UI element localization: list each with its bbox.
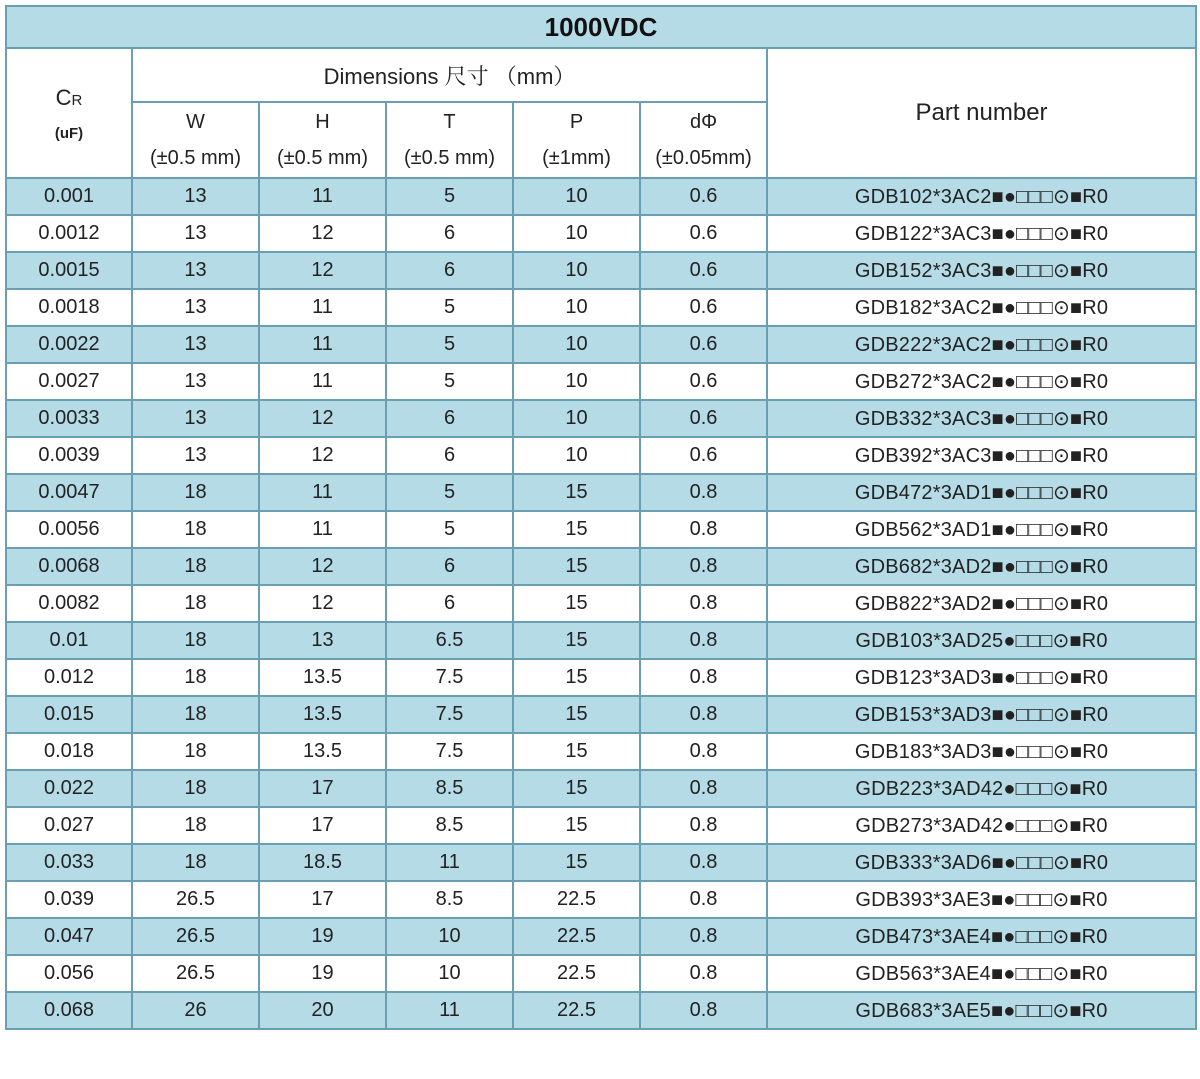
col-header-t [386,102,513,178]
cell-capacitance: 0.0039 [6,437,132,474]
table-row [6,178,1196,215]
table-row [6,955,1196,992]
cell-width: 13 [132,215,259,252]
cell-capacitance: 0.039 [6,881,132,918]
cell-lead-diameter: 0.8 [640,733,767,770]
cell-thickness: 5 [386,511,513,548]
cell-thickness: 6 [386,548,513,585]
cell-width: 18 [132,622,259,659]
col-h-name: H [315,111,330,133]
table-body [6,178,1196,1029]
cell-capacitance: 0.068 [6,992,132,1029]
cell-part-number: GDB682*3AD2■●□□□⊙■R0 [767,548,1196,585]
cell-part-number: GDB332*3AC3■●□□□⊙■R0 [767,400,1196,437]
part-number-header: Part number [767,48,1196,178]
cell-thickness: 5 [386,474,513,511]
cell-width: 13 [132,178,259,215]
cell-thickness: 7.5 [386,659,513,696]
col-p-tolerance: (±1mm) [542,147,611,169]
cell-pitch: 22.5 [513,992,640,1029]
col-d-tolerance: (±0.05mm) [655,147,752,169]
cell-part-number: GDB333*3AD6■●□□□⊙■R0 [767,844,1196,881]
cell-height: 11 [259,289,386,326]
cell-width: 26.5 [132,881,259,918]
cell-height: 11 [259,511,386,548]
cell-height: 12 [259,252,386,289]
capacitor-spec-table [5,5,1197,1030]
cell-thickness: 8.5 [386,881,513,918]
cell-part-number: GDB122*3AC3■●□□□⊙■R0 [767,215,1196,252]
cell-part-number: GDB103*3AD25●□□□⊙■R0 [767,622,1196,659]
col-header-h [259,102,386,178]
cell-pitch: 15 [513,807,640,844]
cell-pitch: 15 [513,659,640,696]
table-row [6,770,1196,807]
cell-height: 11 [259,363,386,400]
cell-thickness: 6 [386,252,513,289]
cell-thickness: 8.5 [386,770,513,807]
spec-table-container [5,5,1195,1030]
cell-height: 12 [259,548,386,585]
capacitance-header [6,48,132,178]
cell-pitch: 22.5 [513,881,640,918]
cell-width: 13 [132,363,259,400]
cell-thickness: 5 [386,178,513,215]
cell-thickness: 5 [386,289,513,326]
cell-height: 11 [259,474,386,511]
cell-width: 26 [132,992,259,1029]
cell-width: 13 [132,326,259,363]
table-row [6,215,1196,252]
cell-width: 18 [132,511,259,548]
cell-part-number: GDB153*3AD3■●□□□⊙■R0 [767,696,1196,733]
cell-width: 26.5 [132,955,259,992]
cell-pitch: 15 [513,696,640,733]
cell-thickness: 7.5 [386,696,513,733]
table-row [6,252,1196,289]
cell-thickness: 10 [386,955,513,992]
cell-part-number: GDB393*3AE3■●□□□⊙■R0 [767,881,1196,918]
col-w-name: W [186,111,205,133]
cell-width: 18 [132,474,259,511]
cell-lead-diameter: 0.8 [640,807,767,844]
cell-capacitance: 0.0033 [6,400,132,437]
cell-capacitance: 0.0015 [6,252,132,289]
col-h-tolerance: (±0.5 mm) [277,147,368,169]
cell-width: 13 [132,252,259,289]
cell-height: 12 [259,437,386,474]
cell-thickness: 10 [386,918,513,955]
cell-capacitance: 0.015 [6,696,132,733]
cell-capacitance: 0.056 [6,955,132,992]
cell-pitch: 15 [513,548,640,585]
cell-pitch: 10 [513,400,640,437]
table-row [6,918,1196,955]
cell-part-number: GDB683*3AE5■●□□□⊙■R0 [767,992,1196,1029]
col-header-p [513,102,640,178]
cell-height: 12 [259,215,386,252]
cell-pitch: 10 [513,363,640,400]
table-row [6,696,1196,733]
cell-capacitance: 0.01 [6,622,132,659]
cell-pitch: 22.5 [513,918,640,955]
cell-part-number: GDB822*3AD2■●□□□⊙■R0 [767,585,1196,622]
cell-pitch: 10 [513,178,640,215]
cell-height: 13.5 [259,733,386,770]
cell-part-number: GDB222*3AC2■●□□□⊙■R0 [767,326,1196,363]
cell-part-number: GDB472*3AD1■●□□□⊙■R0 [767,474,1196,511]
table-row [6,289,1196,326]
cell-thickness: 11 [386,844,513,881]
cell-lead-diameter: 0.8 [640,918,767,955]
cell-lead-diameter: 0.8 [640,992,767,1029]
cell-height: 12 [259,400,386,437]
cell-capacitance: 0.018 [6,733,132,770]
cell-part-number: GDB562*3AD1■●□□□⊙■R0 [767,511,1196,548]
cell-part-number: GDB102*3AC2■●□□□⊙■R0 [767,178,1196,215]
cell-lead-diameter: 0.8 [640,659,767,696]
cell-width: 13 [132,400,259,437]
cell-thickness: 7.5 [386,733,513,770]
cell-lead-diameter: 0.8 [640,770,767,807]
cell-lead-diameter: 0.8 [640,881,767,918]
cell-pitch: 15 [513,511,640,548]
cell-capacitance: 0.0022 [6,326,132,363]
cell-width: 26.5 [132,918,259,955]
col-t-name: T [443,111,456,133]
table-row [6,844,1196,881]
cell-capacitance: 0.0082 [6,585,132,622]
cell-width: 18 [132,733,259,770]
cell-thickness: 8.5 [386,807,513,844]
cell-width: 18 [132,696,259,733]
table-row [6,733,1196,770]
cell-width: 18 [132,770,259,807]
cell-pitch: 10 [513,215,640,252]
cell-width: 18 [132,659,259,696]
cell-height: 12 [259,585,386,622]
cr-unit: (uF) [54,124,84,142]
cell-thickness: 6 [386,585,513,622]
cell-capacitance: 0.001 [6,178,132,215]
table-row [6,881,1196,918]
cell-capacitance: 0.0047 [6,474,132,511]
col-header-w [132,102,259,178]
col-t-tolerance: (±0.5 mm) [404,147,495,169]
cell-pitch: 10 [513,252,640,289]
table-row [6,622,1196,659]
cell-lead-diameter: 0.6 [640,252,767,289]
cell-width: 18 [132,807,259,844]
cell-part-number: GDB123*3AD3■●□□□⊙■R0 [767,659,1196,696]
table-row [6,992,1196,1029]
cell-lead-diameter: 0.6 [640,289,767,326]
cell-capacitance: 0.022 [6,770,132,807]
cell-part-number: GDB223*3AD42●□□□⊙■R0 [767,770,1196,807]
cell-pitch: 15 [513,474,640,511]
cell-pitch: 15 [513,770,640,807]
cell-capacitance: 0.0056 [6,511,132,548]
table-row [6,363,1196,400]
cell-lead-diameter: 0.6 [640,437,767,474]
cell-capacitance: 0.0012 [6,215,132,252]
cell-height: 17 [259,770,386,807]
cell-part-number: GDB473*3AE4■●□□□⊙■R0 [767,918,1196,955]
cell-part-number: GDB182*3AC2■●□□□⊙■R0 [767,289,1196,326]
table-row [6,326,1196,363]
cell-height: 19 [259,918,386,955]
cell-part-number: GDB563*3AE4■●□□□⊙■R0 [767,955,1196,992]
cell-height: 18.5 [259,844,386,881]
cell-lead-diameter: 0.6 [640,400,767,437]
cell-capacitance: 0.047 [6,918,132,955]
table-row [6,437,1196,474]
cell-thickness: 11 [386,992,513,1029]
cr-symbol: C [55,84,72,110]
cell-capacitance: 0.033 [6,844,132,881]
cell-lead-diameter: 0.8 [640,844,767,881]
cell-height: 13.5 [259,696,386,733]
cell-lead-diameter: 0.6 [640,326,767,363]
cell-lead-diameter: 0.8 [640,696,767,733]
col-d-name: dΦ [689,111,718,133]
cell-pitch: 10 [513,326,640,363]
cell-part-number: GDB392*3AC3■●□□□⊙■R0 [767,437,1196,474]
cell-thickness: 6 [386,400,513,437]
cell-capacitance: 0.027 [6,807,132,844]
cell-width: 18 [132,844,259,881]
cell-pitch: 15 [513,844,640,881]
cell-pitch: 22.5 [513,955,640,992]
cell-part-number: GDB272*3AC2■●□□□⊙■R0 [767,363,1196,400]
cell-pitch: 10 [513,289,640,326]
cell-thickness: 6 [386,437,513,474]
cell-lead-diameter: 0.6 [640,363,767,400]
cell-capacitance: 0.012 [6,659,132,696]
cell-width: 18 [132,585,259,622]
cell-height: 20 [259,992,386,1029]
cell-capacitance: 0.0027 [6,363,132,400]
cell-part-number: GDB183*3AD3■●□□□⊙■R0 [767,733,1196,770]
cell-thickness: 5 [386,363,513,400]
cell-lead-diameter: 0.8 [640,585,767,622]
cell-height: 11 [259,326,386,363]
cell-height: 13.5 [259,659,386,696]
col-p-name: P [569,111,584,133]
cell-height: 19 [259,955,386,992]
table-row [6,400,1196,437]
dimensions-header: Dimensions 尺寸 （mm） [132,48,767,102]
cell-lead-diameter: 0.8 [640,548,767,585]
cell-height: 13 [259,622,386,659]
cell-pitch: 15 [513,622,640,659]
cell-width: 18 [132,548,259,585]
cell-lead-diameter: 0.8 [640,622,767,659]
cell-width: 13 [132,437,259,474]
col-w-tolerance: (±0.5 mm) [150,147,241,169]
cell-thickness: 6.5 [386,622,513,659]
table-row [6,807,1196,844]
cell-lead-diameter: 0.6 [640,215,767,252]
cell-height: 17 [259,881,386,918]
cell-capacitance: 0.0068 [6,548,132,585]
col-header-d [640,102,767,178]
table-row [6,659,1196,696]
cell-pitch: 15 [513,585,640,622]
table-row [6,585,1196,622]
cell-width: 13 [132,289,259,326]
cell-thickness: 5 [386,326,513,363]
table-title: 1000VDC [6,6,1196,48]
cell-lead-diameter: 0.6 [640,178,767,215]
cell-pitch: 15 [513,733,640,770]
cell-lead-diameter: 0.8 [640,955,767,992]
cell-part-number: GDB273*3AD42●□□□⊙■R0 [767,807,1196,844]
table-row [6,548,1196,585]
cell-height: 17 [259,807,386,844]
cell-thickness: 6 [386,215,513,252]
cell-lead-diameter: 0.8 [640,474,767,511]
cell-lead-diameter: 0.8 [640,511,767,548]
cell-pitch: 10 [513,437,640,474]
cell-capacitance: 0.0018 [6,289,132,326]
table-row [6,474,1196,511]
cell-height: 11 [259,178,386,215]
cell-part-number: GDB152*3AC3■●□□□⊙■R0 [767,252,1196,289]
cr-subscript: R [71,91,83,109]
table-row [6,511,1196,548]
